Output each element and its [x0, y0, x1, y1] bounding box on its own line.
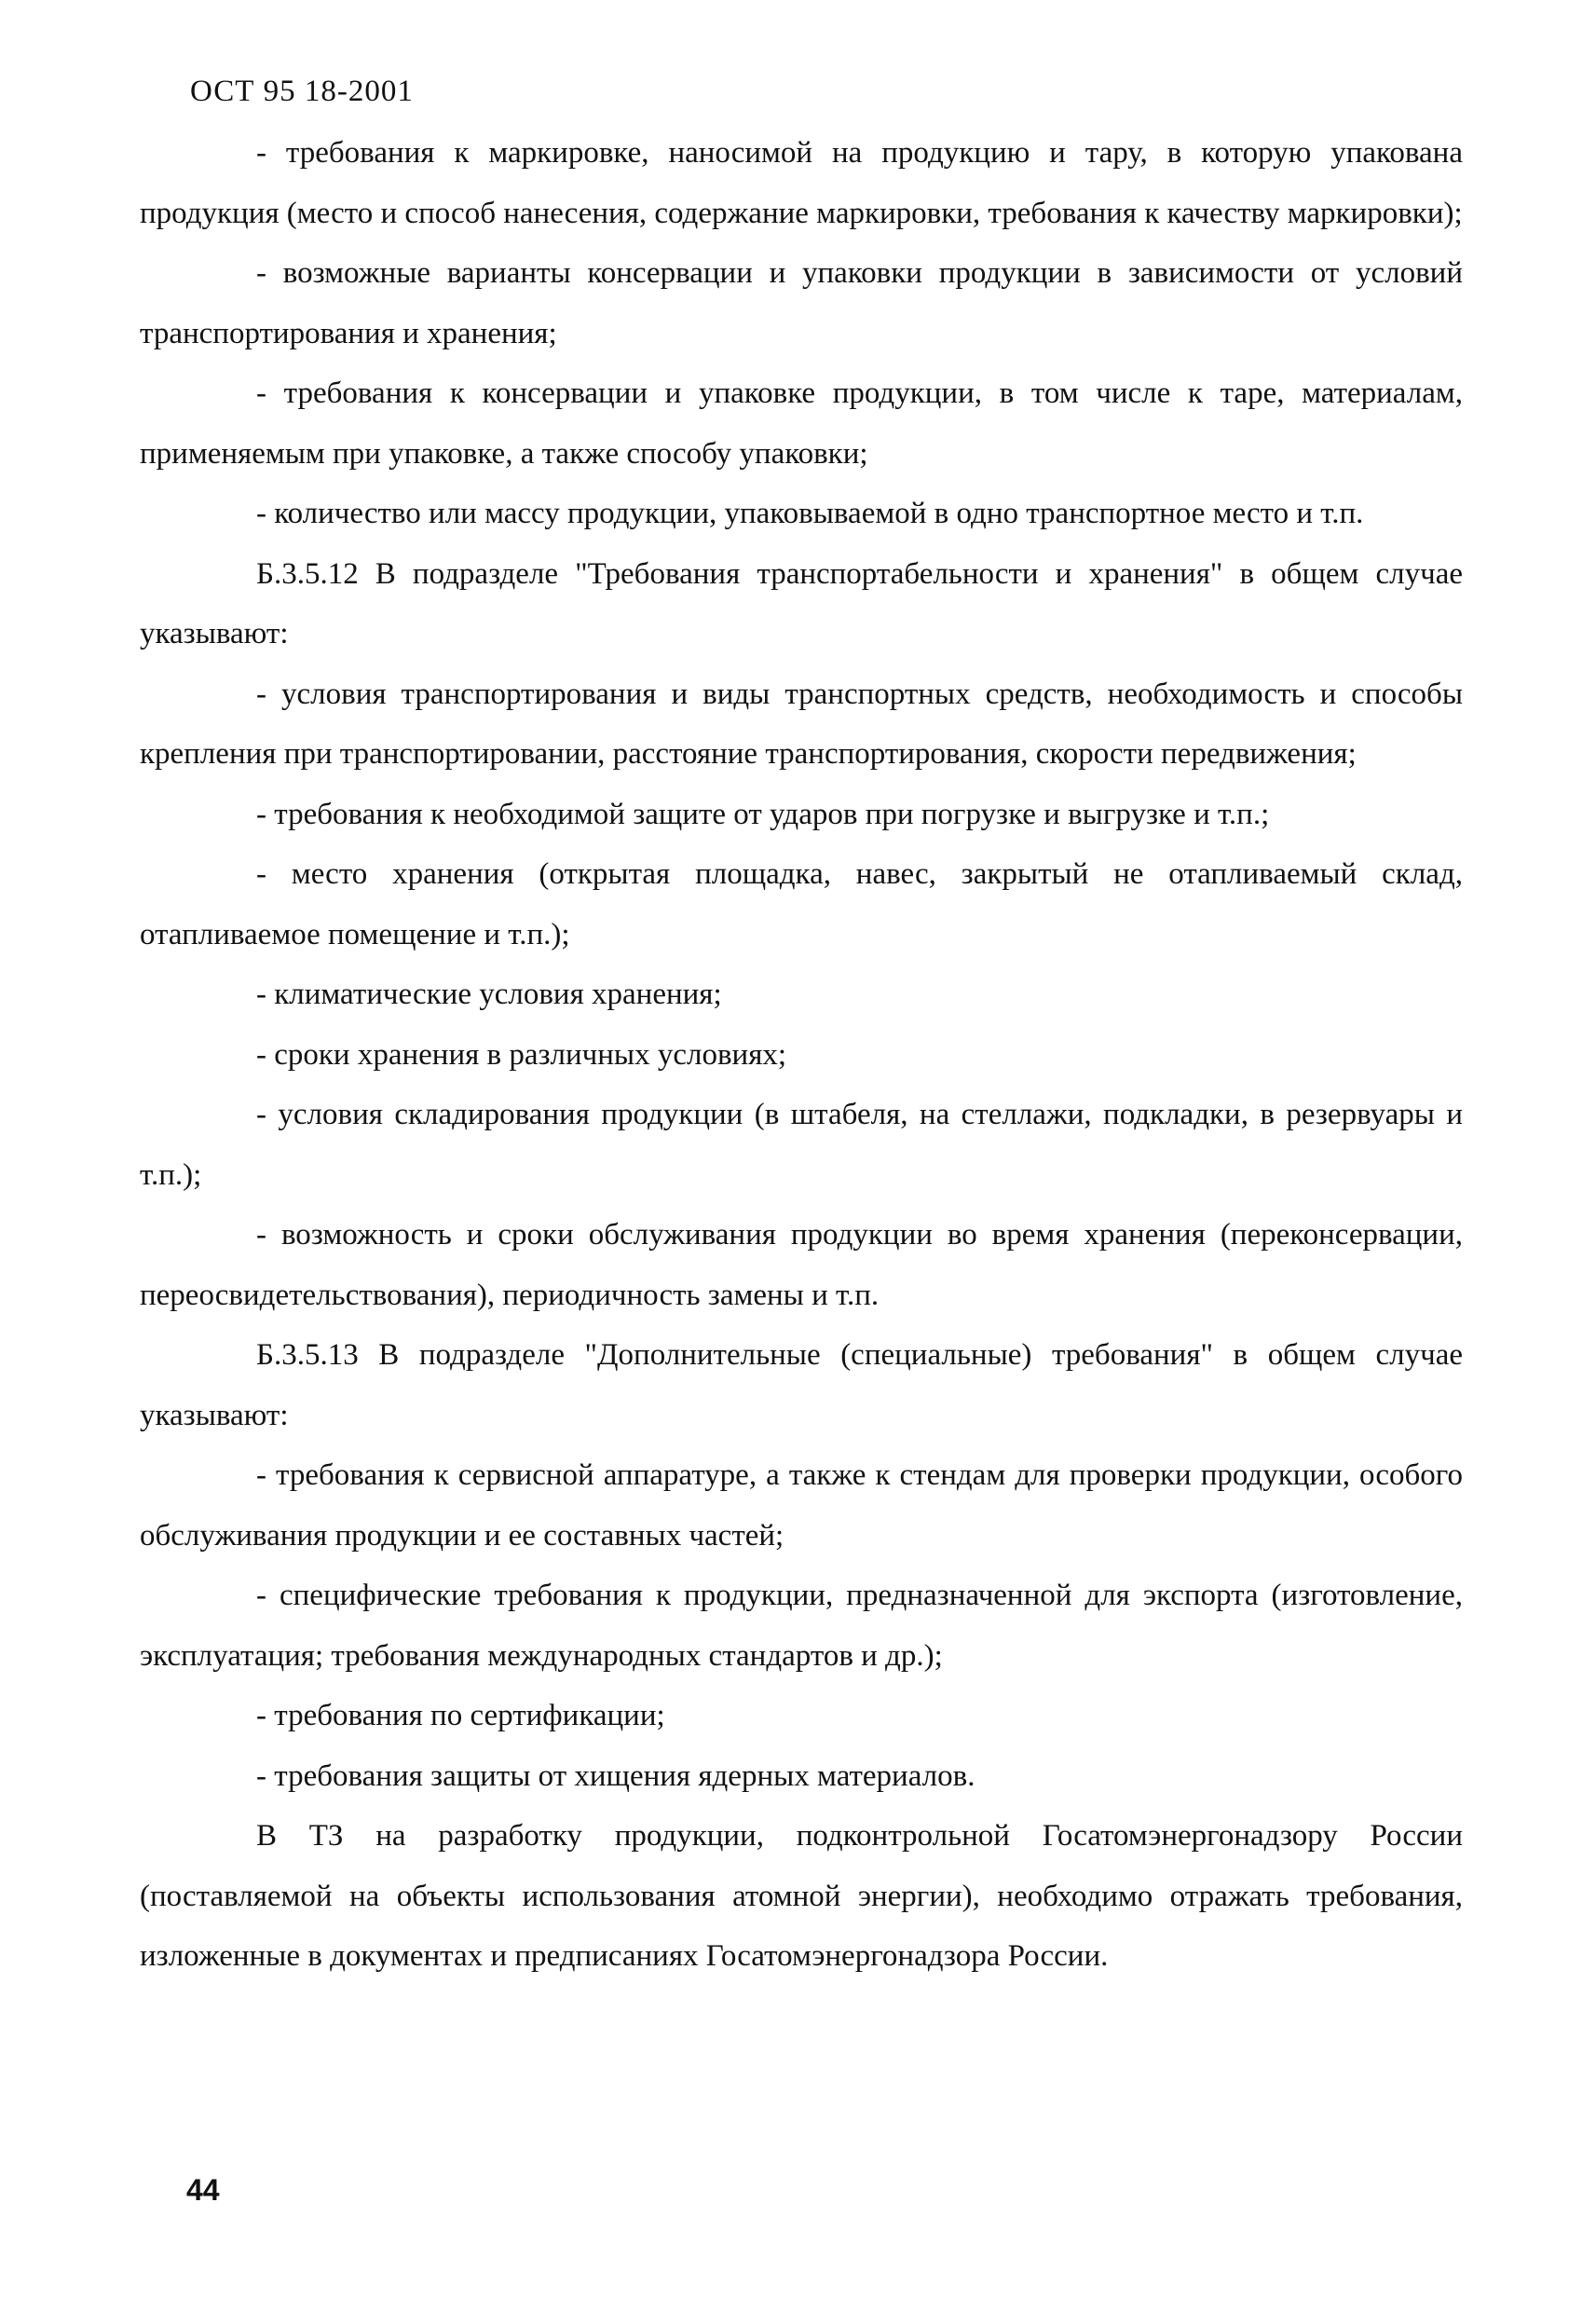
paragraph-marking-requirements: - требования к маркировке, наносимой на продукцию и тару, в которую упакована продукция (место и способ нанесения, содержание маркировки, требования к качеству маркировки); — [140, 136, 1463, 230]
paragraph-stacking-conditions: - условия складирования продукции (в штабеля, на стеллажи, подкладки, в резервуары и т.п.); — [140, 1098, 1463, 1192]
paragraph-packaging-requirements: - требования к консервации и упаковке продукции, в том числе к таре, материалам, применяемым при упаковке, а также способу упаковки; — [140, 376, 1463, 471]
paragraph-transport-conditions: - условия транспортирования и виды транспортных средств, необходимость и способы крепления при транспортировании, расстояние транспортирования, скорости передвижения; — [140, 677, 1463, 771]
page-number: 44 — [186, 2173, 220, 2207]
paragraph-storage-terms: - сроки хранения в различных условиях; — [256, 1037, 787, 1072]
paragraph-impact-protection: - требования к необходимой защите от ударов при погрузке и выгрузке и т.п.; — [256, 797, 1270, 831]
document-body — [140, 123, 1463, 1987]
paragraph-climatic-conditions: - климатические условия хранения; — [256, 978, 722, 1011]
document-code-header: ОСТ 95 18-2001 — [190, 75, 414, 108]
paragraph-export-requirements: - специфические требования к продукции, предназначенной для экспорта (изготовление, эксплуатация; требования международных стандартов и др.); — [140, 1579, 1463, 1673]
paragraph-storage-place: - место хранения (открытая площадка, навес, закрытый не отапливаемый склад, отапливаемое помещение и т.п.); — [140, 857, 1463, 951]
paragraph-gosatomenergonadzor: В ТЗ на разработку продукции, подконтрольной Госатомэнергонадзору России (поставляемой на объекты использования атомной энергии), необходимо отражать требования, изложенные в документах и предписаниях Госатомэнергонадзора России. — [140, 1819, 1463, 1973]
paragraph-preservation-options: - возможные варианты консервации и упаковки продукции в зависимости от условий транспортирования и хранения; — [140, 256, 1463, 350]
paragraph-certification: - требования по сертификации; — [256, 1699, 665, 1732]
paragraph-quantity-per-place: - количество или массу продукции, упаковываемой в одно транспортное место и т.п. — [256, 497, 1364, 530]
paragraph-section-b-3-5-12: Б.3.5.12 В подразделе "Требования транспортабельности и хранения" в общем случае указывают: — [140, 556, 1463, 650]
paragraph-section-b-3-5-13: Б.3.5.13 В подразделе "Дополнительные (специальные) требования" в общем случае указывают: — [140, 1338, 1463, 1432]
paragraph-maintenance-during-storage: - возможность и сроки обслуживания продукции во время хранения (переконсервации, переосвидетельствования), периодичность замены и т.п. — [140, 1218, 1463, 1312]
paragraph-nuclear-protection: - требования защиты от хищения ядерных материалов. — [256, 1758, 975, 1793]
paragraph-service-equipment: - требования к сервисной аппаратуре, а также к стендам для проверки продукции, особого обслуживания продукции и ее составных частей; — [140, 1458, 1463, 1553]
